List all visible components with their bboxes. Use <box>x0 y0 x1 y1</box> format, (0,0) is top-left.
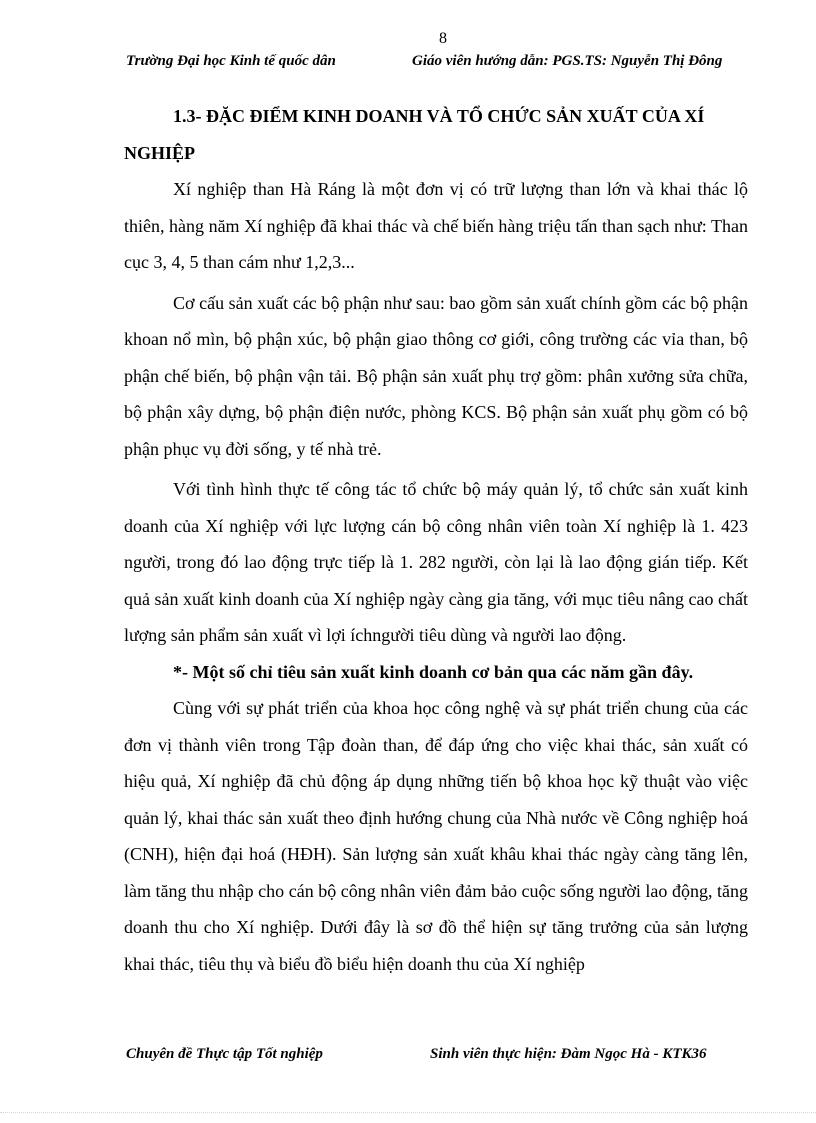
footer-student: Sinh viên thực hiện: Đàm Ngọc Hà - KTK36 <box>430 1046 707 1062</box>
header-supervisor: Giáo viên hướng dẫn: PGS.TS: Nguyễn Thị Đông <box>412 53 723 69</box>
header-university: Trường Đại học Kinh tế quốc dân <box>126 53 336 69</box>
document-body <box>124 98 748 982</box>
page-bottom-divider <box>0 1112 816 1113</box>
page-number: 8 <box>439 30 447 47</box>
paragraph-overview: Xí nghiệp than Hà Ráng là một đơn vị có trữ lượng than lớn và khai thác lộ thiên, hàng năm Xí nghiệp đã khai thác và chế biến hàng triệu tấn than sạch như: Than cục 3, 4, 5 than cám như 1,2,3... <box>124 179 748 272</box>
paragraph-development: Cùng với sự phát triển của khoa học công nghệ và sự phát triển chung của các đơn vị thành viên trong Tập đoàn than, để đáp ứng cho việc khai thác, sản xuất có hiệu quả, Xí nghiệp đã chủ động áp dụng những tiến bộ khoa học kỹ thuật vào việc quản lý, khai thác sản xuất theo định hướng chung của Nhà nước về Công nghiệp hoá (CNH), hiện đại hoá (HĐH). Sản lượng sản xuất khâu khai thác ngày càng tăng lên, làm tăng thu nhập cho cán bộ công nhân viên đảm bảo cuộc sống người lao động, tăng doanh thu cho Xí nghiệp. Dưới đây là sơ đồ thể hiện sự tăng trưởng của sản lượng khai thác, tiêu thụ và biểu đồ biểu hiện doanh thu của Xí nghiệp <box>124 698 748 974</box>
paragraph-workforce: Với tình hình thực tế công tác tổ chức bộ máy quản lý, tổ chức sản xuất kinh doanh của Xí nghiệp với lực lượng cán bộ công nhân viên toàn Xí nghiệp là 1. 423 người, trong đó lao động trực tiếp là 1. 282 người, còn lại là lao động gián tiếp. Kết quả sản xuất kinh doanh của Xí nghiệp ngày càng gia tăng, với mục tiêu nâng cao chất lượng sản phẩm sản xuất vì lợi íchngười tiêu dùng và người lao động. <box>124 479 748 645</box>
subheading-indicators: *- Một số chỉ tiêu sản xuất kinh doanh cơ bản qua các năm gần đây. <box>173 661 694 682</box>
footer-report-title: Chuyên đề Thực tập Tốt nghiệp <box>126 1046 323 1062</box>
section-title: 1.3- ĐẶC ĐIỂM KINH DOANH VÀ TỔ CHỨC SẢN XUẤT CỦA XÍ NGHIỆP <box>124 106 705 163</box>
paragraph-production-structure: Cơ cấu sản xuất các bộ phận như sau: bao gồm sản xuất chính gồm các bộ phận khoan nổ mìn, bộ phận xúc, bộ phận giao thông cơ giới, công trường các vỉa than, bộ phận chế biến, bộ phận vận tải. Bộ phận sản xuất phụ trợ gồm: phân xưởng sửa chữa, bộ phận xây dựng, bộ phận điện nước, phòng KCS. Bộ phận sản xuất phụ gồm có bộ phận phục vụ đời sống, y tế nhà trẻ. <box>124 292 748 459</box>
